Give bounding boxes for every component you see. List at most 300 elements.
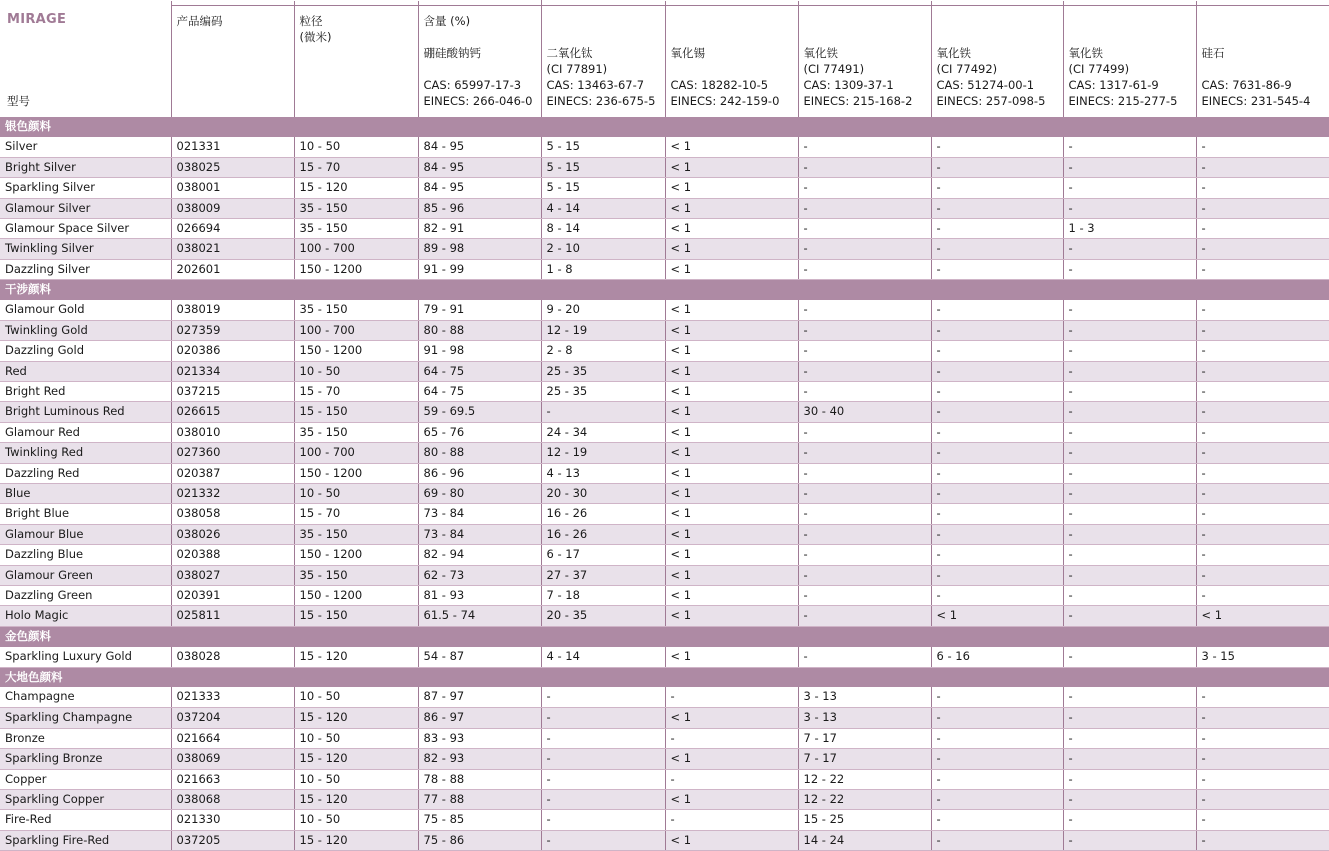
tin-oxide-cell: < 1 [665,749,798,769]
component-name: 硅石 [1201,45,1225,60]
silica-cell: - [1196,728,1329,748]
iron-oxide-77491-cell: - [798,341,931,361]
iron-oxide-77492-cell: - [931,402,1063,422]
iron-oxide-77492-cell: - [931,341,1063,361]
iron-oxide-77499-cell: - [1063,504,1196,524]
iron-oxide-77491-cell: - [798,545,931,565]
titanium-dioxide-cell: 20 - 35 [541,606,665,626]
iron-oxide-77492-cell: - [931,239,1063,259]
iron-oxide-77492-cell: - [931,585,1063,605]
table-row [0,361,1329,381]
code-cell: 038028 [171,647,294,667]
type-cell: Glamour Space Silver [0,218,171,238]
size-cell: 10 - 50 [294,728,418,748]
iron-oxide-77499-cell: - [1063,198,1196,218]
iron-oxide-77499-cell: - [1063,422,1196,442]
code-cell: 038010 [171,422,294,442]
borosilicate-cell: 89 - 98 [418,239,541,259]
silica-cell: - [1196,524,1329,544]
section-title: 银色颜料 [0,117,1329,137]
silica-cell: - [1196,382,1329,402]
component-header-tin-oxide [665,1,798,117]
component-name: 氧化铁 [936,45,971,60]
silica-cell: - [1196,545,1329,565]
iron-oxide-77492-cell: - [931,545,1063,565]
table-row [0,749,1329,769]
iron-oxide-77492-cell: - [931,810,1063,830]
section-header-row [0,117,1329,137]
iron-oxide-77492-cell: - [931,504,1063,524]
iron-oxide-77492-cell: - [931,300,1063,320]
table-body [0,117,1329,851]
iron-oxide-77499-cell: - [1063,178,1196,198]
titanium-dioxide-cell: 6 - 17 [541,545,665,565]
size-cell: 150 - 1200 [294,545,418,565]
code-cell: 020386 [171,341,294,361]
titanium-dioxide-cell: 4 - 13 [541,463,665,483]
table-header [0,1,1329,117]
borosilicate-cell: 86 - 96 [418,463,541,483]
size-cell: 35 - 150 [294,218,418,238]
titanium-dioxide-cell: 4 - 14 [541,198,665,218]
iron-oxide-77499-cell: - [1063,361,1196,381]
tin-oxide-cell: < 1 [665,218,798,238]
titanium-dioxide-cell: 1 - 8 [541,259,665,279]
component-name: 氧化锡 [670,45,705,60]
type-cell: Champagne [0,687,171,707]
code-cell: 021331 [171,137,294,157]
iron-oxide-77491-cell: - [798,300,931,320]
silica-cell: - [1196,810,1329,830]
component-einecs: EINECS: 257-098-5 [936,93,1046,108]
table-row [0,769,1329,789]
silica-cell: - [1196,341,1329,361]
silica-cell: < 1 [1196,606,1329,626]
component-cas: CAS: 1317-61-9 [1068,77,1159,92]
code-cell: 021664 [171,728,294,748]
code-cell: 037204 [171,708,294,728]
table-row [0,606,1329,626]
titanium-dioxide-cell: 5 - 15 [541,157,665,177]
borosilicate-cell: 83 - 93 [418,728,541,748]
component-header-iron-oxide-77491 [798,1,931,117]
table-row [0,341,1329,361]
tin-oxide-cell: < 1 [665,789,798,809]
iron-oxide-77492-cell: - [931,157,1063,177]
code-cell: 038021 [171,239,294,259]
iron-oxide-77492-cell: - [931,137,1063,157]
iron-oxide-77491-cell: - [798,484,931,504]
titanium-dioxide-cell: 25 - 35 [541,382,665,402]
code-cell: 038001 [171,178,294,198]
code-cell: 021334 [171,361,294,381]
code-cell: 038058 [171,504,294,524]
borosilicate-cell: 87 - 97 [418,687,541,707]
component-einecs: EINECS: 215-168-2 [803,93,913,108]
size-label-line: 粒径 [299,13,323,28]
titanium-dioxide-cell: 2 - 10 [541,239,665,259]
type-label: 型号 [7,93,30,108]
iron-oxide-77499-cell: - [1063,320,1196,340]
tin-oxide-cell: < 1 [665,259,798,279]
type-cell: Holo Magic [0,606,171,626]
iron-oxide-77499-cell: - [1063,606,1196,626]
table-row [0,198,1329,218]
code-cell: 021333 [171,687,294,707]
iron-oxide-77491-cell: - [798,361,931,381]
iron-oxide-77491-cell: - [798,443,931,463]
code-cell: 038009 [171,198,294,218]
tin-oxide-cell: - [665,728,798,748]
size-cell: 15 - 120 [294,708,418,728]
titanium-dioxide-cell: 16 - 26 [541,504,665,524]
silica-cell: - [1196,769,1329,789]
iron-oxide-77492-cell: 6 - 16 [931,647,1063,667]
code-cell: 038027 [171,565,294,585]
component-cas: CAS: 65997-17-3 [423,77,522,92]
size-cell: 100 - 700 [294,239,418,259]
iron-oxide-77492-cell: - [931,463,1063,483]
type-cell: Sparkling Copper [0,789,171,809]
type-cell: Twinkling Red [0,443,171,463]
iron-oxide-77492-cell: - [931,708,1063,728]
borosilicate-cell: 59 - 69.5 [418,402,541,422]
iron-oxide-77491-cell: - [798,382,931,402]
iron-oxide-77491-cell: - [798,239,931,259]
type-cell: Glamour Blue [0,524,171,544]
table-row [0,137,1329,157]
size-cell: 35 - 150 [294,198,418,218]
titanium-dioxide-cell: 8 - 14 [541,218,665,238]
iron-oxide-77492-cell: - [931,728,1063,748]
tin-oxide-cell: < 1 [665,178,798,198]
component-ci: (CI 77891) [546,62,608,76]
silica-cell: - [1196,585,1329,605]
titanium-dioxide-cell: 7 - 18 [541,585,665,605]
borosilicate-cell: 79 - 91 [418,300,541,320]
tin-oxide-cell: < 1 [665,524,798,544]
borosilicate-cell: 64 - 75 [418,361,541,381]
borosilicate-cell: 82 - 93 [418,749,541,769]
component-ci: (CI 77499) [1068,61,1130,76]
borosilicate-cell: 77 - 88 [418,789,541,809]
borosilicate-cell: 84 - 95 [418,137,541,157]
iron-oxide-77499-cell: - [1063,157,1196,177]
table-row [0,789,1329,809]
tin-oxide-cell: < 1 [665,565,798,585]
iron-oxide-77492-cell: - [931,382,1063,402]
borosilicate-cell: 80 - 88 [418,320,541,340]
section-title: 金色颜料 [0,626,1329,646]
table-row [0,504,1329,524]
type-cell: Dazzling Blue [0,545,171,565]
table-row [0,810,1329,830]
iron-oxide-77491-cell: - [798,524,931,544]
iron-oxide-77491-cell: - [798,198,931,218]
borosilicate-cell: 61.5 - 74 [418,606,541,626]
code-cell: 026615 [171,402,294,422]
iron-oxide-77491-cell: 3 - 13 [798,687,931,707]
titanium-dioxide-cell: - [541,830,665,850]
borosilicate-cell: 86 - 97 [418,708,541,728]
iron-oxide-77492-cell: < 1 [931,606,1063,626]
tin-oxide-cell: < 1 [665,708,798,728]
silica-cell: - [1196,137,1329,157]
titanium-dioxide-cell: - [541,728,665,748]
table-row [0,157,1329,177]
iron-oxide-77491-cell: - [798,647,931,667]
iron-oxide-77492-cell: - [931,749,1063,769]
size-cell: 15 - 120 [294,647,418,667]
borosilicate-cell: 91 - 98 [418,341,541,361]
code-cell: 021663 [171,769,294,789]
type-cell: Sparkling Bronze [0,749,171,769]
iron-oxide-77499-cell: - [1063,830,1196,850]
component-ci: (CI 77492) [936,61,998,76]
size-cell: 150 - 1200 [294,585,418,605]
component-name: 氧化铁 [803,45,838,60]
titanium-dioxide-cell: - [541,789,665,809]
code-cell: 038069 [171,749,294,769]
iron-oxide-77492-cell: - [931,259,1063,279]
titanium-dioxide-cell: - [541,810,665,830]
iron-oxide-77492-cell: - [931,789,1063,809]
size-cell: 15 - 150 [294,402,418,422]
borosilicate-cell: 82 - 91 [418,218,541,238]
size-cell: 15 - 70 [294,504,418,524]
borosilicate-cell: 75 - 86 [418,830,541,850]
iron-oxide-77499-cell: - [1063,749,1196,769]
titanium-dioxide-cell: 5 - 15 [541,137,665,157]
tin-oxide-cell: < 1 [665,585,798,605]
silica-cell: - [1196,198,1329,218]
code-cell: 021332 [171,484,294,504]
table-row [0,565,1329,585]
type-cell: Sparkling Luxury Gold [0,647,171,667]
code-cell: 037205 [171,830,294,850]
section-header-row [0,667,1329,687]
component-cas: CAS: 7631-86-9 [1201,77,1292,92]
type-cell: Bronze [0,728,171,748]
size-cell: 10 - 50 [294,769,418,789]
titanium-dioxide-cell: 4 - 14 [541,647,665,667]
titanium-dioxide-cell: 12 - 19 [541,320,665,340]
iron-oxide-77491-cell: - [798,259,931,279]
iron-oxide-77492-cell: - [931,218,1063,238]
type-cell: Dazzling Red [0,463,171,483]
iron-oxide-77499-cell: 1 - 3 [1063,218,1196,238]
tin-oxide-cell: < 1 [665,382,798,402]
iron-oxide-77499-cell: - [1063,524,1196,544]
borosilicate-cell: 54 - 87 [418,647,541,667]
tin-oxide-cell: < 1 [665,504,798,524]
type-cell: Twinkling Silver [0,239,171,259]
titanium-dioxide-cell: - [541,687,665,707]
silica-cell: - [1196,157,1329,177]
borosilicate-cell: 78 - 88 [418,769,541,789]
silica-cell: - [1196,178,1329,198]
type-cell: Dazzling Green [0,585,171,605]
tin-oxide-cell: - [665,687,798,707]
iron-oxide-77492-cell: - [931,769,1063,789]
size-cell: 10 - 50 [294,810,418,830]
type-cell: Sparkling Champagne [0,708,171,728]
size-cell: 10 - 50 [294,361,418,381]
component-cas: CAS: 18282-10-5 [670,77,769,92]
section-header-row [0,626,1329,646]
type-cell: Glamour Gold [0,300,171,320]
code-cell: 202601 [171,259,294,279]
code-cell: 037215 [171,382,294,402]
silica-cell: 3 - 15 [1196,647,1329,667]
component-cas: CAS: 13463-67-7 [546,78,645,92]
tin-oxide-cell: - [665,769,798,789]
code-cell: 025811 [171,606,294,626]
iron-oxide-77492-cell: - [931,320,1063,340]
borosilicate-cell: 84 - 95 [418,178,541,198]
type-cell: Silver [0,137,171,157]
component-name: 氧化铁 [1068,45,1103,60]
size-cell: 10 - 50 [294,687,418,707]
iron-oxide-77499-cell: - [1063,545,1196,565]
size-cell: 35 - 150 [294,300,418,320]
table-row [0,585,1329,605]
tin-oxide-cell: < 1 [665,484,798,504]
borosilicate-cell: 64 - 75 [418,382,541,402]
iron-oxide-77492-cell: - [931,565,1063,585]
code-cell: 020387 [171,463,294,483]
iron-oxide-77499-cell: - [1063,300,1196,320]
iron-oxide-77492-cell: - [931,484,1063,504]
tin-oxide-cell: < 1 [665,830,798,850]
iron-oxide-77491-cell: - [798,320,931,340]
borosilicate-cell: 62 - 73 [418,565,541,585]
tin-oxide-cell: < 1 [665,157,798,177]
silica-cell: - [1196,484,1329,504]
silica-cell: - [1196,259,1329,279]
iron-oxide-77491-cell: 30 - 40 [798,402,931,422]
silica-cell: - [1196,422,1329,442]
iron-oxide-77491-cell: - [798,137,931,157]
size-cell: 100 - 700 [294,443,418,463]
iron-oxide-77491-cell: 12 - 22 [798,769,931,789]
iron-oxide-77499-cell: - [1063,789,1196,809]
tin-oxide-cell: < 1 [665,402,798,422]
type-cell: Glamour Red [0,422,171,442]
iron-oxide-77491-cell: 7 - 17 [798,728,931,748]
type-cell: Bright Red [0,382,171,402]
silica-cell: - [1196,443,1329,463]
borosilicate-cell: 81 - 93 [418,585,541,605]
tin-oxide-cell: < 1 [665,463,798,483]
component-header-iron-oxide-77492 [931,1,1063,117]
type-column-header [0,1,171,117]
iron-oxide-77499-cell: - [1063,484,1196,504]
component-einecs: EINECS: 215-277-5 [1068,93,1178,108]
type-cell: Fire-Red [0,810,171,830]
section-title: 大地色颜料 [0,667,1329,687]
titanium-dioxide-cell: 12 - 19 [541,443,665,463]
content-label: 含量 (%) [423,13,471,28]
tin-oxide-cell: < 1 [665,320,798,340]
tin-oxide-cell: < 1 [665,239,798,259]
code-cell: 038025 [171,157,294,177]
component-einecs: EINECS: 231-545-4 [1201,93,1311,108]
iron-oxide-77499-cell: - [1063,769,1196,789]
iron-oxide-77499-cell: - [1063,728,1196,748]
table-row [0,300,1329,320]
size-cell: 35 - 150 [294,565,418,585]
tin-oxide-cell: < 1 [665,137,798,157]
component-header-iron-oxide-77499 [1063,1,1196,117]
size-cell: 15 - 120 [294,749,418,769]
titanium-dioxide-cell: - [541,402,665,422]
silica-cell: - [1196,789,1329,809]
iron-oxide-77499-cell: - [1063,443,1196,463]
type-cell: Twinkling Gold [0,320,171,340]
borosilicate-cell: 84 - 95 [418,157,541,177]
iron-oxide-77492-cell: - [931,443,1063,463]
component-ci: (CI 77491) [803,61,865,76]
component-cas: CAS: 51274-00-1 [936,77,1035,92]
size-cell: 35 - 150 [294,524,418,544]
code-label: 产品编码 [176,13,223,28]
silica-cell: - [1196,300,1329,320]
size-cell: 15 - 70 [294,382,418,402]
size-cell: 10 - 50 [294,484,418,504]
size-cell: 150 - 1200 [294,259,418,279]
tin-oxide-cell: < 1 [665,198,798,218]
iron-oxide-77491-cell: 15 - 25 [798,810,931,830]
header-top-rule [171,5,1329,6]
iron-oxide-77492-cell: - [931,687,1063,707]
table-row [0,545,1329,565]
borosilicate-cell: 73 - 84 [418,504,541,524]
code-column-header [171,1,294,117]
tin-oxide-cell: < 1 [665,647,798,667]
size-cell: 100 - 700 [294,320,418,340]
borosilicate-cell: 73 - 84 [418,524,541,544]
titanium-dioxide-cell: 24 - 34 [541,422,665,442]
iron-oxide-77492-cell: - [931,198,1063,218]
section-header-row [0,280,1329,300]
silica-cell: - [1196,504,1329,524]
titanium-dioxide-cell: 25 - 35 [541,361,665,381]
size-cell: 10 - 50 [294,137,418,157]
tin-oxide-cell: - [665,810,798,830]
type-cell: Red [0,361,171,381]
titanium-dioxide-cell: 5 - 15 [541,178,665,198]
iron-oxide-77491-cell: - [798,504,931,524]
table-row [0,320,1329,340]
silica-cell: - [1196,218,1329,238]
code-cell: 038026 [171,524,294,544]
iron-oxide-77491-cell: - [798,218,931,238]
type-cell: Blue [0,484,171,504]
iron-oxide-77499-cell: - [1063,708,1196,728]
code-cell: 027359 [171,320,294,340]
code-cell: 020388 [171,545,294,565]
size-cell: 15 - 70 [294,157,418,177]
iron-oxide-77491-cell: 12 - 22 [798,789,931,809]
component-einecs: EINECS: 242-159-0 [670,93,780,108]
iron-oxide-77491-cell: 14 - 24 [798,830,931,850]
iron-oxide-77491-cell: - [798,422,931,442]
iron-oxide-77499-cell: - [1063,687,1196,707]
silica-cell: - [1196,565,1329,585]
section-title: 干涉颜料 [0,280,1329,300]
iron-oxide-77492-cell: - [931,830,1063,850]
